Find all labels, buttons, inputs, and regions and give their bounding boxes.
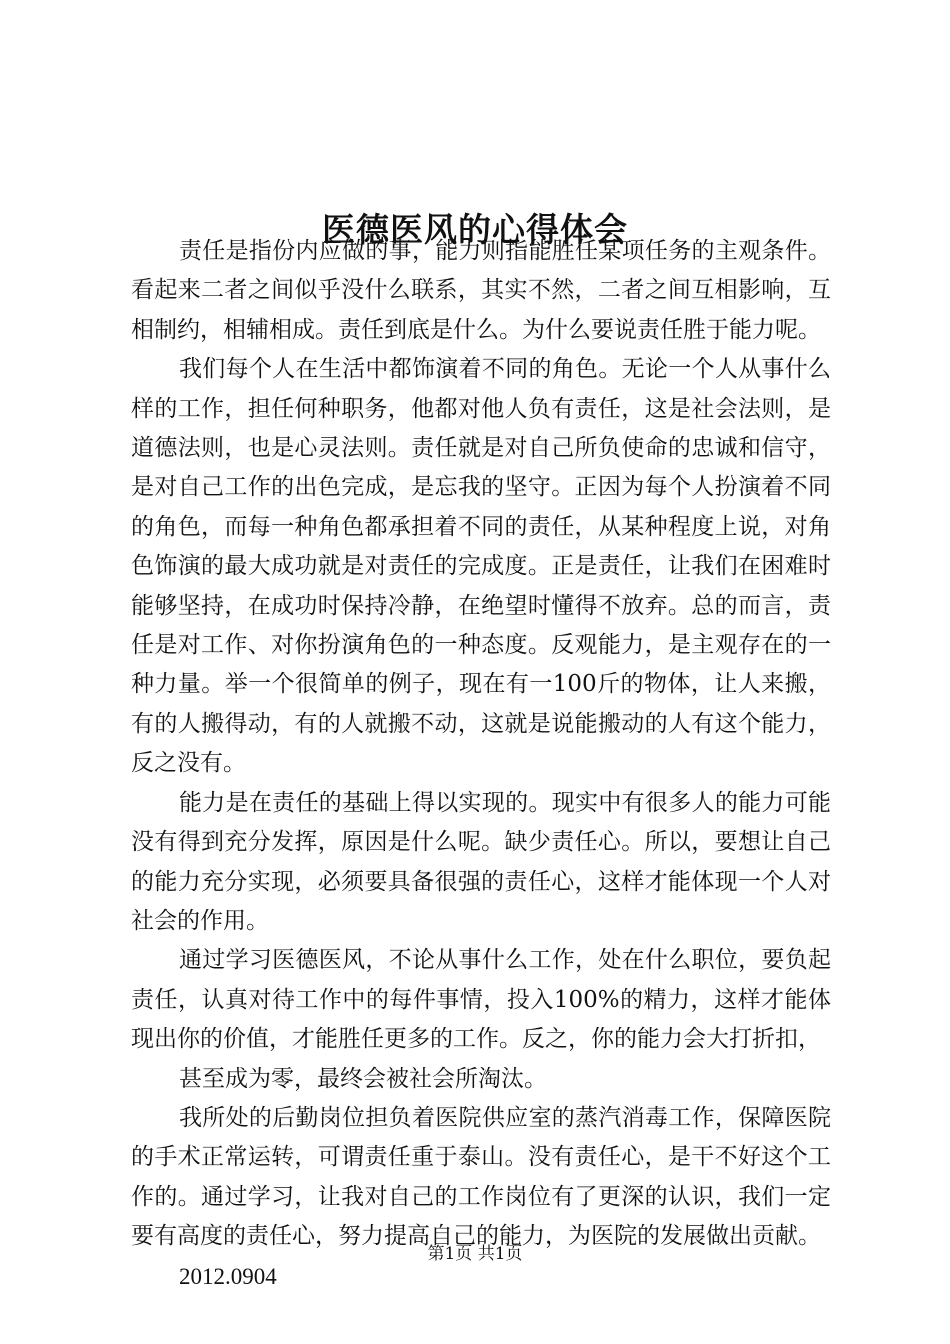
paragraph-4: 通过学习医德医风，不论从事什么工作，处在什么职位，要负起责任，认真对待工作中的每件事情，投入100%的精力，这样才能体现出你的价值，才能胜任更多的工作。反之，你的能力会大打折扣， bbox=[131, 947, 831, 1053]
paragraph-3: 能力是在责任的基础上得以实现的。现实中有很多人的能力可能没有得到充分发挥，原因是什么呢。缺少责任心。所以，要想让自己的能力充分实现，必须要具备很强的责任心，这样才能体现一个人对社会的作用。 bbox=[131, 789, 831, 934]
document-date: 2012.0904 bbox=[179, 1263, 277, 1289]
page-footer: 第1页 共1页 bbox=[427, 1244, 523, 1264]
paragraph-2: 我们每个人在生活中都饰演着不同的角色。无论一个人从事什么样的工作，担任何种职务，他都对他人负有责任，这是社会法则，是道德法则，也是心灵法则。责任就是对自己所负使命的忠诚和信守，是对自己工作的出色完成，是忘我的坚守。正因为每个人扮演着不同的角色，而每一种角色都承担着不同的责任，从某种程度上说，对角色饰演的最大成功就是对责任的完成度。正是责任，让我们在困难时能够坚持，在成功时保持冷静，在绝望时懂得不放弃。总的而言，责任是对工作、对你扮演角色的一种态度。反观能力，是主观存在的一种力量。举一个很简单的例子，现在有一100斤的物体，让人来搬，有的人搬得动，有的人就搬不动，这就是说能搬动的人有这个能力，反之没有。 bbox=[131, 356, 831, 777]
paragraph-6: 我所处的后勤岗位担负着医院供应室的蒸汽消毒工作，保障医院的手术正常运转，可谓责任重于泰山。没有责任心，是干不好这个工作的。通过学习，让我对自己的工作岗位有了更深的认识，我们一定要有高度的责任心，努力提高自己的能力，为医院的发展做出贡献。 bbox=[131, 1104, 831, 1250]
document-title: 医德医风的心得体会 bbox=[322, 210, 628, 250]
paragraph-5: 甚至成为零，最终会被社会所淘汰。 bbox=[179, 1065, 547, 1092]
paragraph-1: 责任是指份内应做的事，能力则指能胜任某项任务的主观条件。看起来二者之间似乎没什么联系，其实不然，二者之间互相影响，互相制约，相辅相成。责任到底是什么。为什么要说责任胜于能力呢。 bbox=[131, 238, 831, 343]
document-body bbox=[131, 232, 831, 1296]
